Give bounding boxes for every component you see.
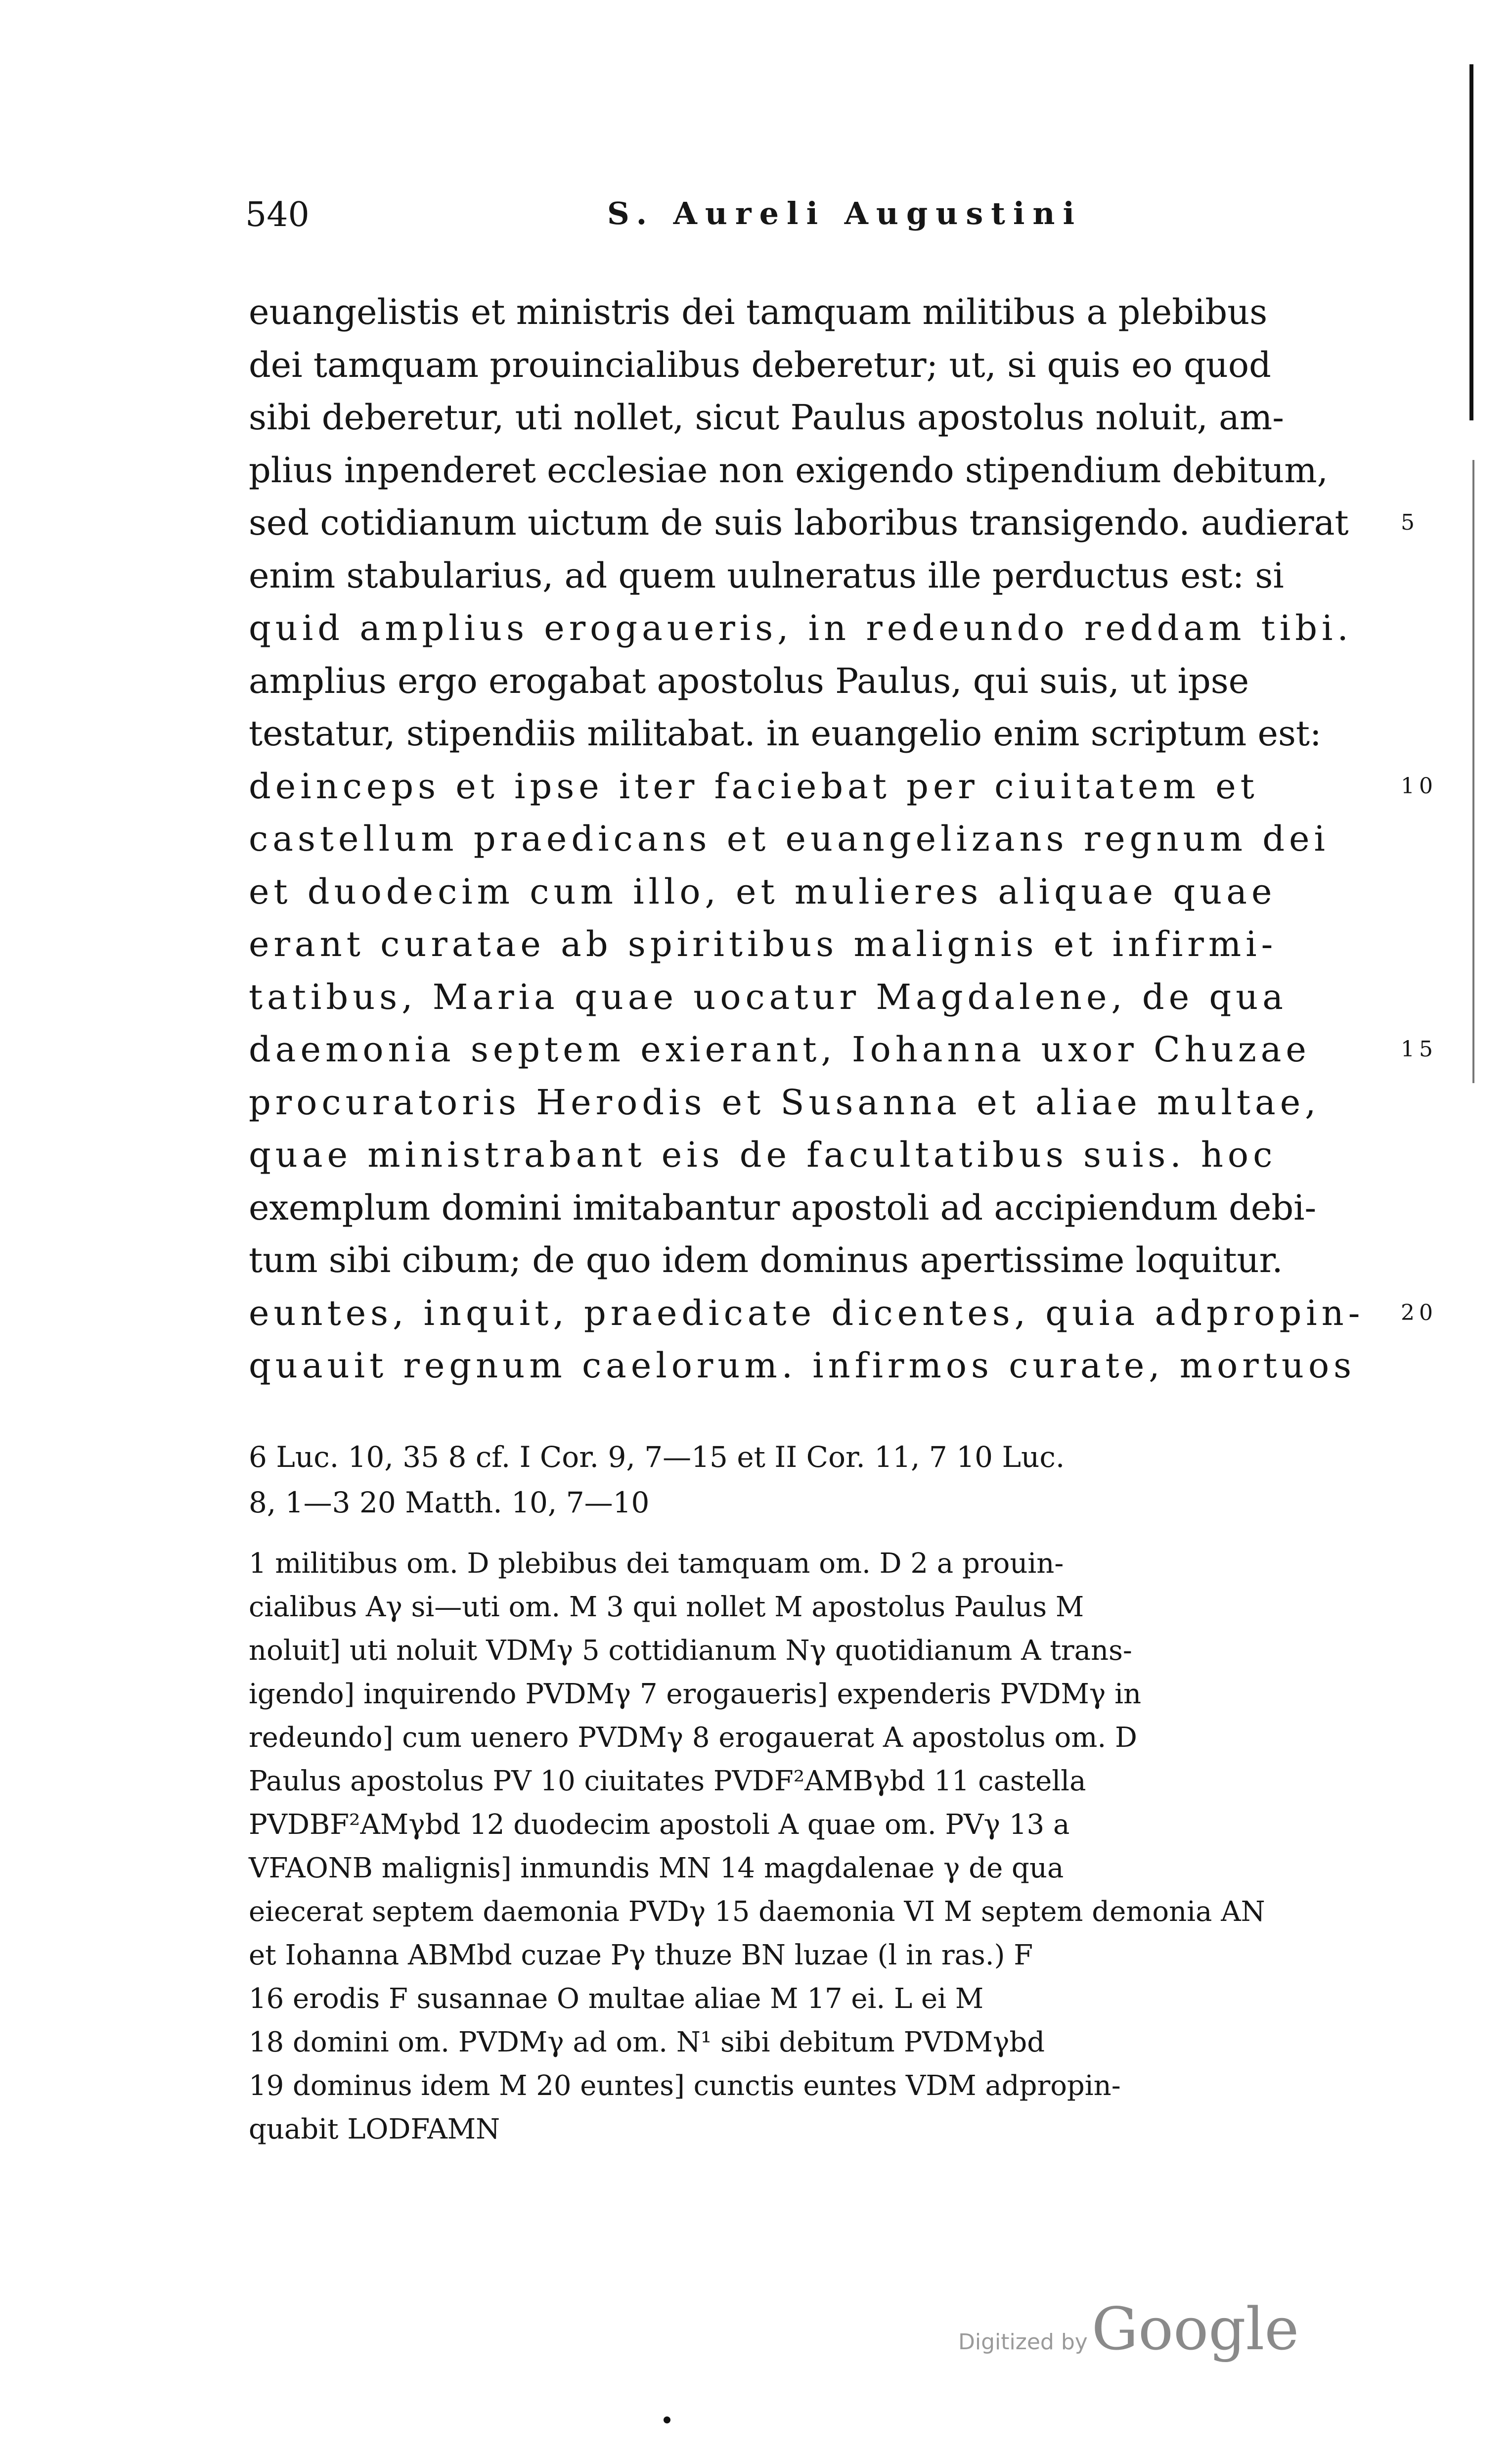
text-line-content: sibi deberetur, uti nollet, sicut Paulus apostolus noluit, am- <box>249 397 1284 438</box>
text-line <box>249 497 1415 549</box>
line-number: 10 <box>1401 773 1437 799</box>
text-line-content: enim stabularius, ad quem uulneratus ille perductus est: si <box>249 555 1284 596</box>
apparatus-line: redeundo] cum uenero PVDMγ 8 erogauerat A apostolus om. D <box>249 1722 1137 1754</box>
text-line <box>249 655 1386 708</box>
reference-line: 8, 1—3 20 Matth. 10, 7—10 <box>249 1486 650 1519</box>
text-line-content: daemonia septem exierant, Iohanna uxor Chuzae <box>249 1029 1311 1070</box>
apparatus-line: cialibus Aγ si—uti om. M 3 qui nollet M apostolus Paulus M <box>249 1591 1084 1623</box>
text-line <box>249 707 1386 760</box>
text-line <box>249 549 1386 602</box>
line-number: 15 <box>1401 1037 1437 1062</box>
text-line <box>249 286 1386 339</box>
apparatus-line: 1 militibus om. D plebibus dei tamquam om. D 2 a prouin- <box>249 1548 1064 1580</box>
text-line <box>249 1023 1437 1076</box>
apparatus-line: et Iohanna ABMbd cuzae Pγ thuze BN luzae (l in ras.) F <box>249 1939 1033 1971</box>
text-line-content: quauit regnum caelorum. infirmos curate, mortuos <box>249 1345 1356 1386</box>
apparatus-line: VFAONB malignis] inmundis MN 14 magdalenae γ de qua <box>249 1852 1064 1884</box>
text-line-content: dei tamquam prouincialibus deberetur; ut, si quis eo quod <box>249 344 1271 385</box>
main-text <box>249 286 1437 1392</box>
text-line-content: quae ministrabant eis de facultatibus suis. hoc <box>249 1135 1277 1175</box>
text-line <box>249 339 1386 392</box>
google-logo: Google <box>1091 2295 1299 2363</box>
text-line-content: tatibus, Maria quae uocatur Magdalene, de qua <box>249 976 1288 1017</box>
apparatus-line: 18 domini om. PVDMγ ad om. N¹ sibi debitum PVDMγbd <box>249 2026 1045 2058</box>
text-line <box>249 1076 1386 1129</box>
text-line <box>249 444 1386 497</box>
digitized-watermark <box>958 2295 1299 2363</box>
text-line-content: plius inpenderet ecclesiae non exigendo stipendium debitum, <box>249 450 1328 491</box>
apparatus-line: eiecerat septem daemonia PVDγ 15 daemonia VI M septem demonia AN <box>249 1896 1265 1928</box>
text-line <box>249 1234 1386 1287</box>
text-line-content: tum sibi cibum; de quo idem dominus apertissime loquitur. <box>249 1240 1283 1280</box>
text-line <box>249 971 1386 1024</box>
text-line <box>249 1129 1386 1182</box>
text-line-content: euangelistis et ministris dei tamquam militibus a plebibus <box>249 292 1268 332</box>
apparatus-line: igendo] inquirendo PVDMγ 7 erogaueris] expenderis PVDMγ in <box>249 1678 1142 1710</box>
text-line-content: quid amplius erogaueris, in redeundo reddam tibi. <box>249 608 1353 648</box>
page-dot <box>664 2416 670 2423</box>
text-line <box>249 1287 1437 1340</box>
text-line <box>249 602 1386 655</box>
text-line-content: erant curatae ab spiritibus malignis et infirmi- <box>249 924 1278 964</box>
line-number: 20 <box>1401 1300 1437 1325</box>
text-line <box>249 760 1437 813</box>
apparatus-line: 19 dominus idem M 20 euntes] cunctis euntes VDM adpropin- <box>249 2070 1121 2102</box>
text-line <box>249 918 1386 971</box>
critical-apparatus <box>249 1542 1386 2151</box>
text-line-content: testatur, stipendiis militabat. in euangelio enim scriptum est: <box>249 713 1322 754</box>
watermark-prefix: Digitized by <box>958 2329 1088 2355</box>
text-line <box>249 1182 1386 1234</box>
text-line-content: euntes, inquit, praedicate dicentes, quia adpropin- <box>249 1292 1365 1333</box>
apparatus-line: quabit LODFAMN <box>249 2113 500 2145</box>
margin-rule-lower <box>1472 460 1474 1083</box>
text-line-content: procuratoris Herodis et Susanna et aliae multae, <box>249 1082 1321 1123</box>
line-number: 5 <box>1401 510 1415 535</box>
apparatus-line: noluit] uti noluit VDMγ 5 cottidianum Nγ quotidianum A trans- <box>249 1635 1132 1667</box>
text-line-content: deinceps et ipse iter faciebat per ciuitatem et <box>249 766 1259 807</box>
apparatus-line: 16 erodis F susannae O multae aliae M 17 ei. L ei M <box>249 1983 984 2015</box>
apparatus-line: Paulus apostolus PV 10 ciuitates PVDF²AMBγbd 11 castella <box>249 1765 1086 1797</box>
text-line-content: castellum praedicans et euangelizans regnum dei <box>249 819 1330 859</box>
page-number: 540 <box>245 195 310 234</box>
page-header <box>0 195 1512 250</box>
running-title: S. Aureli Augustini <box>607 195 1083 231</box>
apparatus-line: PVDBF²AMγbd 12 duodecim apostoli A quae om. PVγ 13 a <box>249 1809 1070 1841</box>
reference-line: 6 Luc. 10, 35 8 cf. I Cor. 9, 7—15 et II Cor. 11, 7 10 Luc. <box>249 1440 1065 1474</box>
text-line <box>249 866 1386 918</box>
scripture-references <box>249 1434 1386 1525</box>
text-line-content: exemplum domini imitabantur apostoli ad accipiendum debi- <box>249 1187 1317 1228</box>
text-line-content: amplius ergo erogabat apostolus Paulus, qui suis, ut ipse <box>249 660 1249 701</box>
text-line <box>249 813 1386 866</box>
text-line <box>249 1339 1386 1392</box>
text-line-content: sed cotidianum uictum de suis laboribus transigendo. audierat <box>249 502 1349 543</box>
text-line-content: et duodecim cum illo, et mulieres aliquae quae <box>249 871 1277 912</box>
text-line <box>249 391 1386 444</box>
